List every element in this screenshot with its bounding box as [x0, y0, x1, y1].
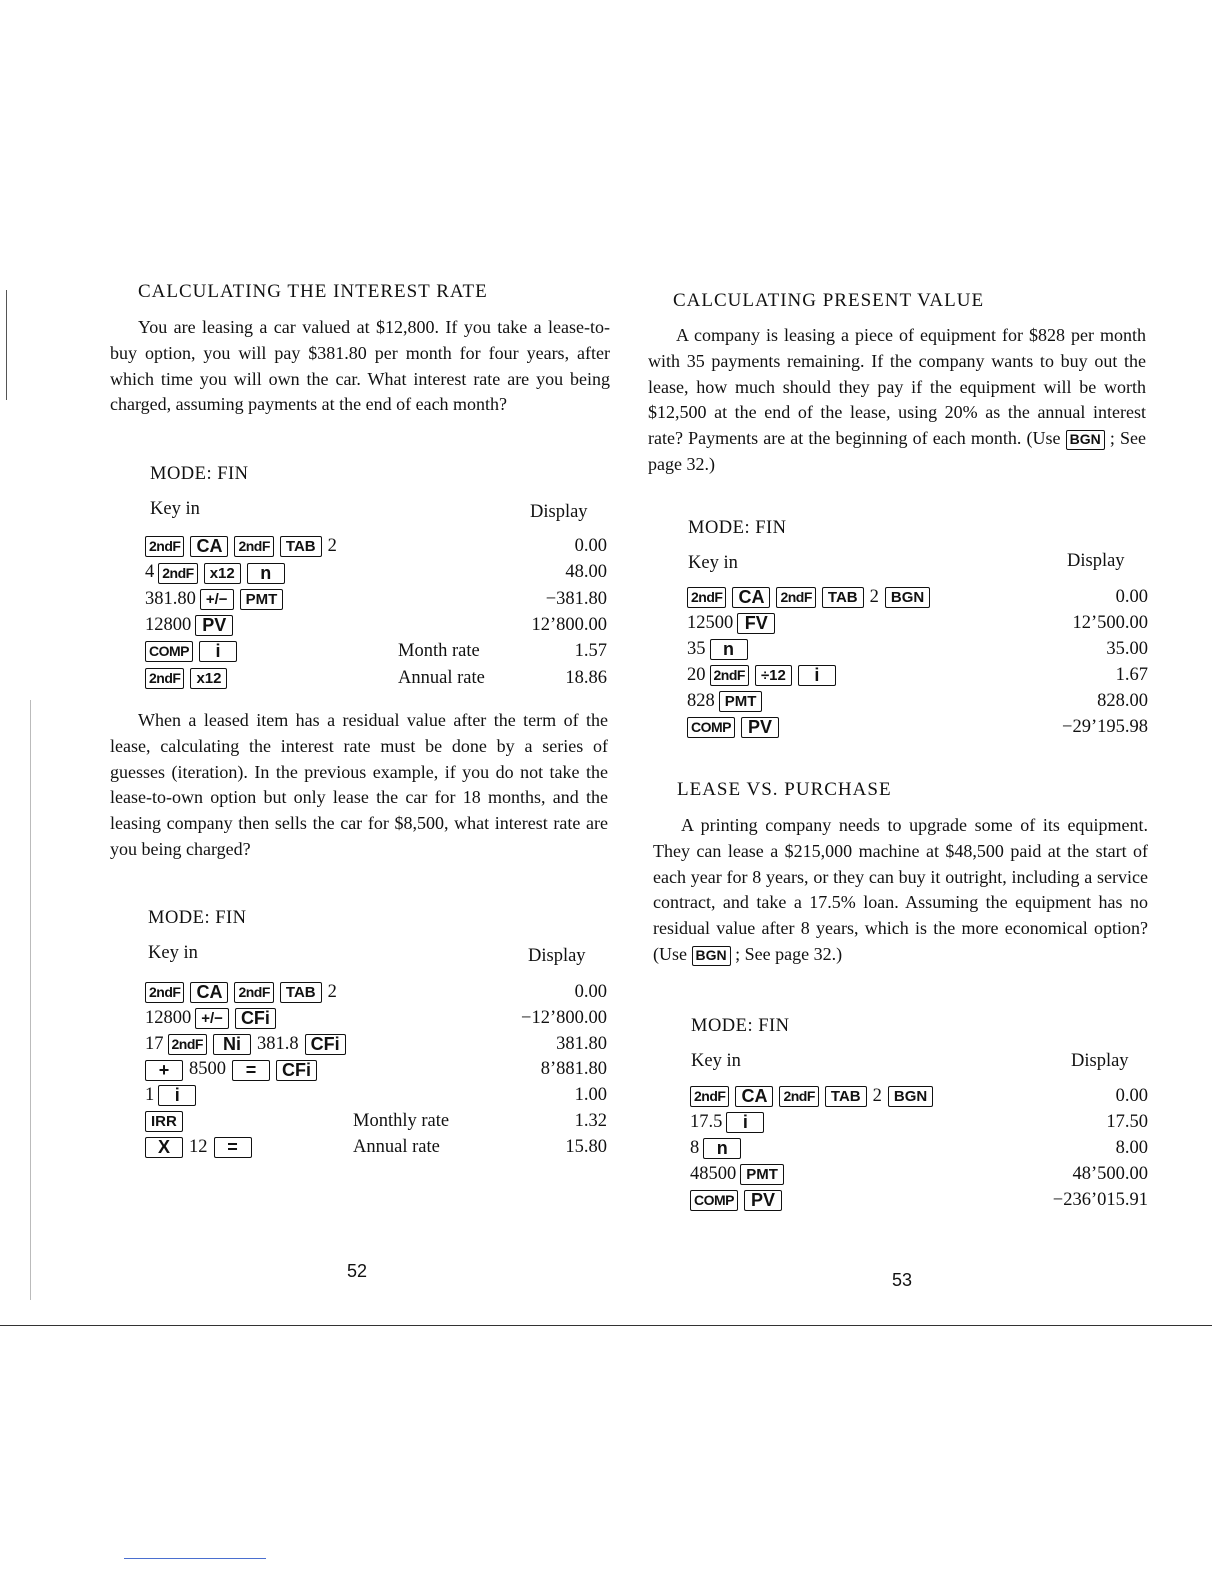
intro-paragraph: You are leasing a car valued at $12,800. If you take a lease-to-buy option, you will pay $381.80 per month for four years, after which time you will own the car. What interest rate are you being charged, assuming payments at the end of each month? [110, 317, 610, 415]
keystroke-sequence [145, 638, 243, 664]
keystroke-row [690, 1135, 1148, 1161]
keystroke-sequence [687, 584, 936, 610]
calc-key-cfi: CFi [235, 1008, 276, 1029]
entry-number: 2 [327, 982, 337, 1002]
display-value: 0.00 [574, 982, 607, 1002]
keystroke-row [687, 636, 1148, 662]
keystroke-sequence [690, 1083, 939, 1109]
calc-key-tab: TAB [280, 982, 322, 1003]
calc-key-comp: COMP [145, 641, 193, 662]
calc-key-cfi: CFi [276, 1060, 317, 1081]
mode-label: MODE: FIN [688, 518, 787, 538]
keystroke-row [687, 584, 1148, 610]
keystroke-row [145, 1056, 607, 1082]
binding-mark [30, 700, 31, 1300]
calc-key-2ndf: 2ndF [234, 982, 273, 1003]
keystroke-row [145, 1082, 607, 1108]
display-value: −29’195.98 [1062, 717, 1148, 737]
calc-key-cfi: CFi [305, 1034, 346, 1055]
calc-key-tab: TAB [280, 536, 322, 557]
display-value: 0.00 [1115, 587, 1148, 607]
calc-key-bgn: BGN [885, 587, 930, 608]
entry-number: 4 [145, 562, 155, 583]
calc-key-x12: x12 [204, 563, 241, 584]
lease-purchase-paragraph: A printing company needs to upgrade some of its equipment. They can lease a $215,000 machine at $48,500 paid at the start of each year for 8 years, or they can buy it outright, including a service contract, and take a 17.5% loan. Assuming the equipment has no residual value after 8 years, which is the more economical option? (Use BGN ; See page 32.) [653, 815, 1148, 964]
keystroke-row [687, 610, 1148, 636]
keystroke-row [145, 533, 607, 559]
calc-key-n: n [247, 563, 285, 584]
display-value: 828.00 [1097, 691, 1148, 711]
calc-key-x12: x12 [190, 668, 227, 689]
keyin-header: Key in [148, 943, 198, 963]
calc-key-pv: PV [741, 717, 779, 738]
display-value: 0.00 [574, 536, 607, 556]
page-number: 52 [347, 1261, 368, 1281]
keystroke-sequence [145, 979, 343, 1005]
keystroke-row [145, 638, 607, 664]
keystroke-sequence [145, 665, 233, 691]
display-value: 0.00 [1115, 1086, 1148, 1106]
display-value: 48’500.00 [1072, 1164, 1148, 1184]
calc-key-2ndf: 2ndF [168, 1034, 207, 1055]
calc-key-x: X [145, 1137, 183, 1158]
display-value: 17.50 [1106, 1112, 1148, 1132]
calc-key-2ndf: 2ndF [158, 563, 197, 584]
keystroke-row [145, 1134, 607, 1160]
row-note: Annual rate [398, 667, 485, 688]
entry-number: 828 [687, 691, 715, 711]
display-value: 12’500.00 [1072, 613, 1148, 633]
mode-label: MODE: FIN [691, 1016, 790, 1036]
keystroke-sequence [690, 1109, 770, 1135]
keystroke-sequence [687, 636, 754, 662]
keystroke-row [687, 662, 1148, 688]
heading-present-value: CALCULATING PRESENT VALUE [673, 290, 985, 311]
display-value: 8.00 [1115, 1138, 1148, 1158]
entry-number: 1 [145, 1085, 155, 1106]
calc-key-comp: COMP [690, 1190, 738, 1211]
heading-lease-vs-purchase: LEASE VS. PURCHASE [677, 779, 892, 800]
calc-key-12: ÷12 [755, 665, 792, 686]
calc-key-irr: IRR [145, 1111, 183, 1132]
calc-key-pv: PV [744, 1190, 782, 1211]
entry-number: 48500 [690, 1164, 737, 1184]
binding-mark [6, 290, 7, 400]
entry-number: 12800 [145, 1007, 192, 1028]
entry-number: 20 [687, 665, 706, 685]
display-value: −381.80 [545, 588, 607, 609]
bottom-rule [0, 1325, 1212, 1326]
keystroke-sequence [690, 1187, 788, 1213]
keystroke-sequence [145, 559, 291, 585]
display-value: 35.00 [1106, 639, 1148, 659]
keyin-header: Key in [691, 1051, 741, 1071]
page-number: 53 [892, 1270, 913, 1290]
calc-key-: +/− [200, 589, 234, 610]
intro-paragraph: A company is leasing a piece of equipment for $828 per month with 35 payments remaining. If the company wants to buy out the lease, how much should they pay if the equipment will be worth $12,500 at the end of the lease, using 20% as the annual interest rate? Payments are at the beginning of each month. (Use BGN ; See page 32.) [648, 325, 1147, 474]
calc-key-pmt: PMT [240, 589, 284, 610]
calc-key-2ndf: 2ndF [690, 1086, 729, 1107]
calc-key-2ndf: 2ndF [145, 536, 184, 557]
keystroke-row [145, 1031, 607, 1057]
keystroke-sequence [690, 1135, 747, 1161]
calc-key-2ndf: 2ndF [776, 587, 815, 608]
calc-key-ca: CA [190, 982, 228, 1003]
calc-key-2ndf: 2ndF [687, 587, 726, 608]
keystroke-row [145, 665, 607, 691]
keystroke-row [145, 979, 607, 1005]
keystroke-row [145, 559, 607, 585]
entry-number: 12 [189, 1136, 208, 1157]
calc-key-pmt: PMT [719, 691, 763, 712]
display-value: 15.80 [565, 1136, 607, 1157]
display-header: Display [528, 946, 586, 966]
entry-number: 381.8 [256, 1033, 299, 1054]
display-header: Display [1067, 551, 1125, 571]
keystroke-sequence [687, 688, 768, 714]
calc-key-bgn: BGN [888, 1086, 933, 1107]
calc-key-fv: FV [737, 613, 775, 634]
display-value: −12’800.00 [521, 1007, 607, 1028]
bgn-key: BGN [692, 946, 731, 966]
entry-number: 2 [327, 536, 337, 556]
keystroke-sequence [145, 586, 289, 612]
calc-key-tab: TAB [825, 1086, 867, 1107]
display-value: −236’015.91 [1052, 1190, 1148, 1210]
keystroke-sequence [690, 1161, 790, 1187]
calc-key-comp: COMP [687, 717, 735, 738]
keystroke-sequence [145, 1056, 323, 1082]
keystroke-row [687, 714, 1148, 740]
entry-number: 17.5 [690, 1112, 723, 1132]
calc-key-i: i [199, 641, 237, 662]
keystroke-sequence [687, 610, 781, 636]
calc-key-pmt: PMT [740, 1164, 784, 1185]
calc-key-i: i [158, 1085, 196, 1106]
display-header: Display [1071, 1051, 1129, 1071]
keystroke-row [687, 688, 1148, 714]
keystroke-row [145, 1005, 607, 1031]
keystroke-sequence [145, 1031, 352, 1057]
calc-key-2ndf: 2ndF [710, 665, 749, 686]
mode-label: MODE: FIN [150, 464, 249, 484]
calc-key-2ndf: 2ndF [779, 1086, 818, 1107]
right-page [612, 0, 1224, 1584]
display-value: 48.00 [565, 562, 607, 583]
calc-key-ni: Ni [213, 1034, 251, 1055]
entry-number: 2 [869, 587, 879, 607]
calc-key-i: i [798, 665, 836, 686]
calc-key-: +/− [195, 1008, 229, 1029]
display-header: Display [530, 502, 588, 522]
keystroke-sequence [145, 533, 343, 559]
keyin-header: Key in [150, 499, 200, 519]
entry-number: 17 [145, 1033, 164, 1054]
keystroke-row [690, 1187, 1148, 1213]
keystroke-sequence [687, 662, 842, 688]
iteration-paragraph: When a leased item has a residual value after the term of the lease, calculating the interest rate must be done by a series of guesses (iteration). In the previous example, if you do not take the lease-to-own option but only lease the car for 18 months, and the leasing company then sells the car for $8,500, what interest rate are you being charged? [110, 710, 608, 859]
keystroke-row [690, 1109, 1148, 1135]
keystroke-sequence [687, 714, 785, 740]
entry-number: 12800 [145, 614, 192, 635]
display-value: 1.67 [1115, 665, 1148, 685]
entry-number: 35 [687, 639, 706, 659]
entry-number: 381.80 [145, 588, 196, 609]
entry-number: 12500 [687, 613, 734, 633]
display-value: 381.80 [556, 1033, 607, 1054]
keystroke-row [145, 586, 607, 612]
heading-interest-rate: CALCULATING THE INTEREST RATE [138, 281, 488, 302]
entry-number: 2 [872, 1086, 882, 1106]
keyin-header: Key in [688, 553, 738, 573]
display-value: 1.57 [574, 641, 607, 662]
keystroke-sequence [145, 1005, 282, 1031]
calc-key-ca: CA [735, 1086, 773, 1107]
calc-key-2ndf: 2ndF [145, 668, 184, 689]
calc-key-n: n [703, 1138, 741, 1159]
keystroke-row [145, 1108, 607, 1134]
calc-key-ca: CA [732, 587, 770, 608]
row-note: Monthly rate [353, 1111, 450, 1131]
display-value: 1.32 [574, 1111, 607, 1131]
calc-key-ca: CA [190, 536, 228, 557]
keystroke-sequence [145, 1108, 189, 1134]
keystroke-row [145, 612, 607, 638]
keystroke-sequence [145, 1082, 202, 1108]
bgn-key: BGN [1066, 430, 1105, 450]
calc-key-tab: TAB [822, 587, 864, 608]
display-value: 18.86 [565, 667, 607, 688]
keystroke-sequence [145, 1134, 258, 1160]
keystroke-row [690, 1083, 1148, 1109]
calc-key-: = [214, 1137, 252, 1158]
row-note: Month rate [398, 641, 480, 662]
entry-number: 8500 [189, 1059, 226, 1080]
entry-number: 8 [690, 1138, 700, 1158]
calc-key-i: i [726, 1112, 764, 1133]
blue-rule [124, 1558, 266, 1559]
calc-key-2ndf: 2ndF [145, 982, 184, 1003]
display-value: 1.00 [574, 1085, 607, 1106]
calc-key-pv: PV [195, 615, 233, 636]
keystroke-row [690, 1161, 1148, 1187]
calc-key-: = [232, 1060, 270, 1081]
display-value: 12’800.00 [531, 614, 607, 635]
calc-key-n: n [710, 639, 748, 660]
keystroke-sequence [145, 612, 239, 638]
row-note: Annual rate [353, 1136, 440, 1157]
calc-key-2ndf: 2ndF [234, 536, 273, 557]
calc-key-: + [145, 1060, 183, 1081]
mode-label: MODE: FIN [148, 908, 247, 928]
display-value: 8’881.80 [540, 1059, 607, 1080]
